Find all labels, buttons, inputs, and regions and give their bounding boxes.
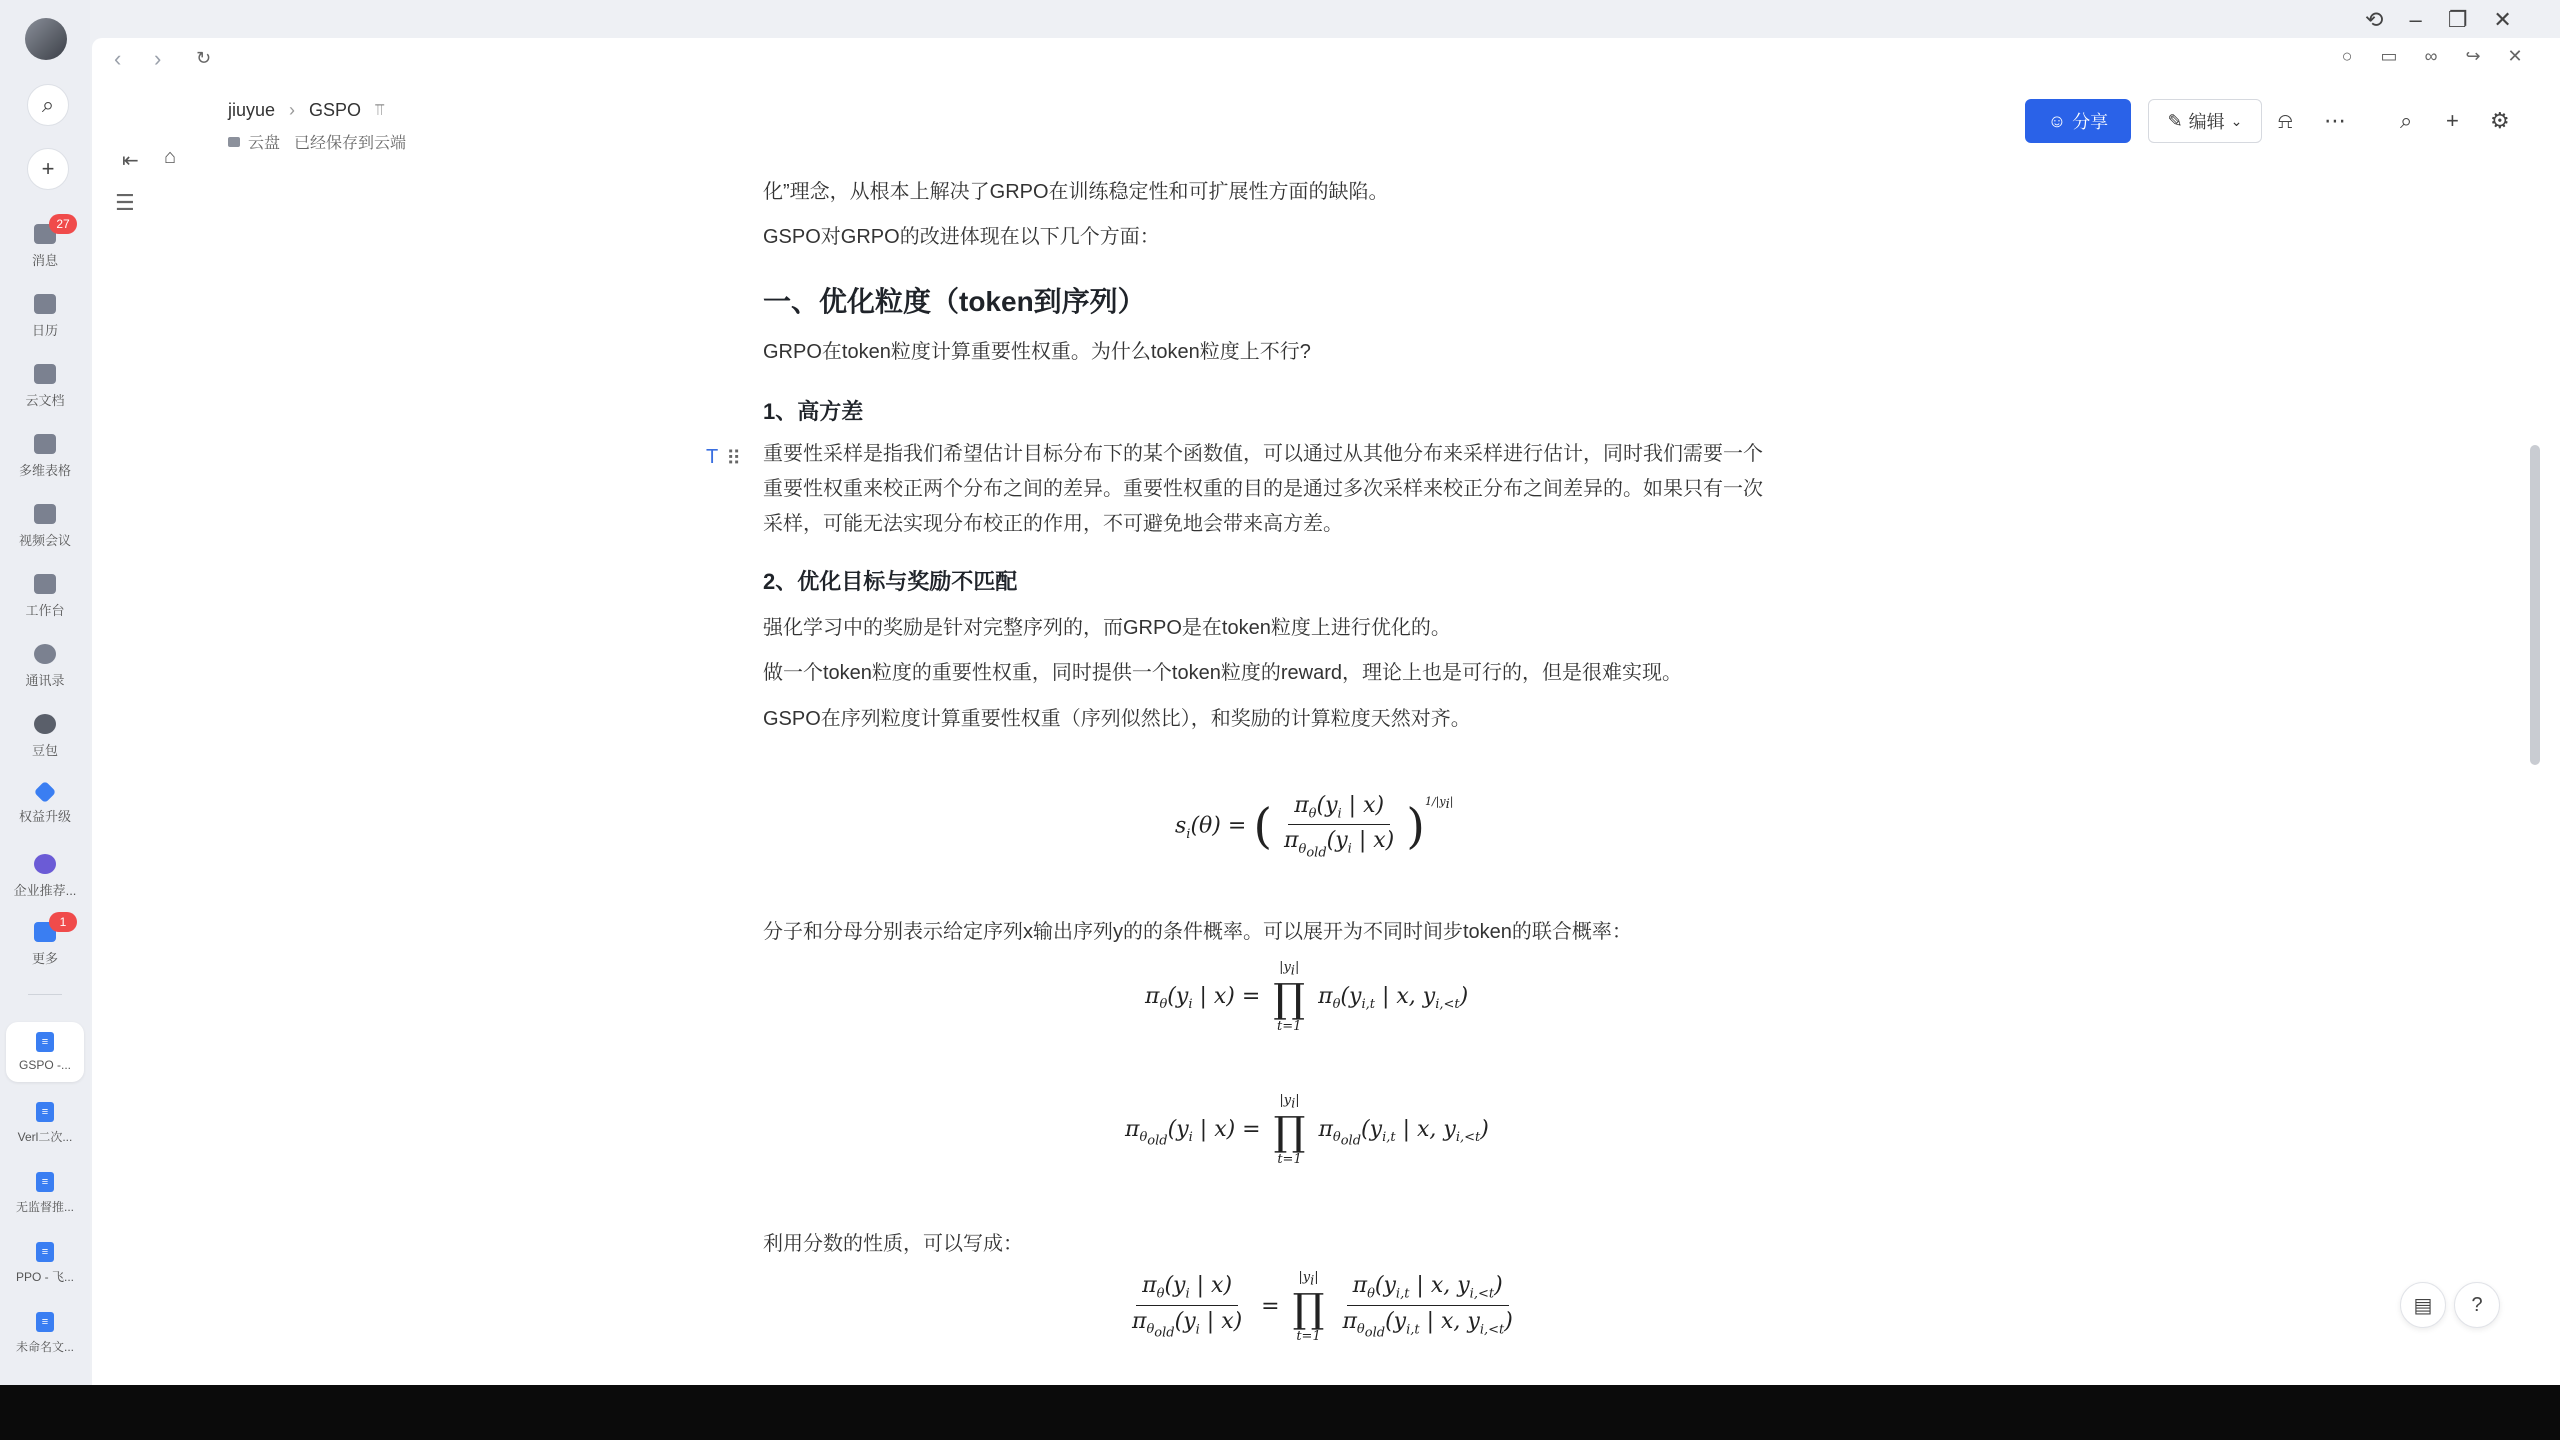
folder-icon (228, 137, 240, 147)
history-icon[interactable]: ⟲ (2365, 7, 2384, 32)
browser-nav-row (92, 38, 2560, 78)
doc-icon: ≡ (36, 1242, 54, 1262)
rail-item-meeting[interactable] (5, 500, 85, 560)
doc-meta (228, 130, 406, 153)
block-handle[interactable] (706, 446, 741, 471)
text-type-icon[interactable]: T (706, 446, 719, 468)
save-status: 已经保存到云端 (294, 135, 407, 152)
window-controls (2365, 4, 2512, 36)
rail-label: 视频会议 (18, 533, 71, 548)
minimize-icon[interactable]: – (2409, 7, 2422, 32)
recent-doc-unsupervised[interactable] (6, 1162, 84, 1222)
settings-icon[interactable]: ⚙ (2490, 108, 2510, 133)
rail-item-messages[interactable] (5, 217, 85, 280)
doc-info-button[interactable] (2400, 1282, 2446, 1328)
rail-label: 云文档 (25, 393, 65, 408)
doc-label: GSPO -... (18, 1058, 71, 1072)
rail-label: 通讯录 (25, 673, 65, 688)
paragraph: GSPO在序列粒度计算重要性权重（序列似然比），和奖励的计算粒度天然对齐。 (763, 708, 1471, 730)
rail-divider (28, 994, 62, 995)
edit-mode-button[interactable] (2148, 99, 2262, 143)
outline-icon[interactable]: ☰ (115, 190, 135, 215)
paragraph: GSPO对GRPO的改进体现在以下几个方面： (763, 226, 1160, 248)
share-label: 分享 (2072, 112, 2109, 132)
taskbar (0, 1385, 2560, 1440)
doc-icon: ≡ (36, 1172, 54, 1192)
rail-item-doubao[interactable] (5, 710, 85, 770)
paragraph: 做一个token粒度的重要性权重，同时提供一个token粒度的reward，理论上也是可行的，但是很难实现。 (763, 662, 1682, 684)
doc-icon: ≡ (36, 1102, 54, 1122)
doc-info-icon: ▤ (2413, 1294, 2433, 1317)
breadcrumb-root[interactable]: jiuyue (228, 100, 276, 120)
search-doc-icon[interactable]: ⌕ (2400, 108, 2413, 133)
recent-doc-ppo[interactable] (6, 1232, 84, 1292)
table-icon (34, 434, 56, 454)
user-add-icon: ☺ (2047, 110, 2067, 131)
doc-label: 未命名文... (15, 1340, 74, 1354)
paragraph: 分子和分母分别表示给定序列x输出序列y的的条件概率。可以展开为不同时间步token的联合概率： (763, 921, 1632, 943)
breadcrumb-current[interactable]: GSPO (309, 100, 362, 120)
help-icon: ? (2471, 1293, 2483, 1316)
doc-label: Verl二次... (17, 1130, 73, 1144)
paragraph: 利用分数的性质，可以写成： (763, 1233, 1023, 1255)
document-body (763, 165, 1863, 1380)
heading-2: 2、优化目标与奖励不匹配 (763, 569, 1018, 594)
doc-icon: ≡ (36, 1312, 54, 1332)
back-icon[interactable]: ‹ (114, 46, 122, 71)
calendar-icon (34, 294, 56, 314)
document-scrollbar[interactable] (2526, 170, 2544, 1370)
doubao-icon (34, 714, 56, 734)
rail-item-recommend[interactable] (5, 850, 85, 910)
plus-icon: + (41, 156, 55, 181)
heading-2: 1、高方差 (763, 399, 864, 424)
people-icon (34, 854, 56, 874)
add-icon[interactable]: + (2446, 108, 2459, 133)
sidebar-toggle-icon[interactable]: ⇤ (122, 150, 139, 172)
rail-label: 工作台 (25, 603, 65, 618)
doc-icon: ≡ (36, 1032, 54, 1052)
grid-icon (34, 574, 56, 594)
equation-joint-prob-new: $\pi_\theta(y_i$ | x) = $|y_i|$ ∏ t=1 $\pi_\theta(y_{i,t}$ | x, $y_{i,<t}$) (1145, 960, 1469, 1034)
more-icon[interactable]: ⋯ (2324, 108, 2346, 133)
doc-label: PPO - 飞... (15, 1270, 74, 1284)
create-button[interactable] (27, 148, 69, 190)
rail-label: 多维表格 (18, 463, 71, 478)
recent-doc-gspo[interactable] (6, 1022, 84, 1082)
doc-label: 无监督推... (15, 1200, 74, 1214)
rail-item-calendar[interactable] (5, 290, 85, 350)
pencil-icon: ✎ (2167, 110, 2183, 131)
rail-item-docs[interactable] (5, 360, 85, 420)
search-icon: ⌕ (41, 92, 55, 117)
forward-share-icon[interactable]: ↪ (2465, 45, 2481, 66)
rail-label: 权益升级 (18, 809, 71, 824)
rail-item-workplace[interactable] (5, 570, 85, 630)
help-button[interactable] (2454, 1282, 2500, 1328)
rail-item-more[interactable] (5, 915, 85, 978)
chevron-right-icon: › (289, 100, 296, 120)
paragraph: 重要性采样是指我们希望估计目标分布下的某个函数值，可以通过从其他分布来采样进行估计，同时我们需要一个 (763, 443, 1763, 465)
recent-doc-untitled[interactable] (6, 1302, 84, 1362)
home-icon[interactable]: ⌂ (164, 146, 177, 168)
search-button[interactable] (27, 84, 69, 126)
equation-ratio-product: $\frac{\pi_\theta(y_i | x)}{\pi_{\theta_{old}}(y_i | x)}$ = $|y_i|$ ∏ t=1 $\frac{\pi_\theta(y_{i,t} | x, y_{i,<t})}{\pi_{\theta_{old}}(y_{i,t} | x, y_{i,<t})}$ (1132, 1270, 1513, 1344)
breadcrumb (228, 100, 384, 121)
contacts-icon (34, 644, 56, 664)
window-icon[interactable]: ▭ (2380, 45, 2398, 66)
bell-icon[interactable]: ⍾ (2278, 108, 2293, 133)
equation-sequence-ratio: $s_i(\theta)$ = ( $\frac{\pi_\theta(y_i | x)}{\pi_{\theta_{old}}(y_i | x)}$ )$^{1/|y_i|}$ (1175, 793, 1454, 861)
left-rail (0, 0, 90, 1385)
restore-icon[interactable]: ❐ (2447, 7, 2468, 32)
link-icon[interactable]: ∞ (2424, 45, 2438, 66)
scrollbar-thumb[interactable] (2530, 445, 2540, 765)
forward-icon[interactable]: › (154, 46, 162, 71)
equation-joint-prob-old: $\pi_{\theta_{old}}(y_i$ | x) = $|y_i|$ ∏ t=1 $\pi_{\theta_{old}}(y_{i,t}$ | x, $y_{i,<t}$) (1125, 1093, 1489, 1167)
doc-location[interactable]: 云盘 (248, 135, 281, 152)
rail-label: 更多 (31, 951, 58, 966)
rail-item-base[interactable] (5, 430, 85, 490)
heading-1: 一、优化粒度（token到序列） (763, 286, 1146, 317)
rail-label: 企业推荐... (13, 883, 77, 898)
messages-badge: 27 (49, 214, 77, 234)
video-icon (34, 504, 56, 524)
user-avatar[interactable] (25, 18, 67, 60)
share-button[interactable] (2025, 99, 2131, 143)
pin-icon[interactable]: ⫪ (375, 101, 385, 119)
paragraph: GRPO在token粒度计算重要性权重。为什么token粒度上不行? (763, 341, 1311, 363)
refresh-icon[interactable]: ↻ (196, 48, 212, 68)
tab-close-icon[interactable]: ✕ (2507, 45, 2523, 66)
drag-handle-icon[interactable]: ⠿ (726, 448, 741, 470)
paragraph: 强化学习中的奖励是针对完整序列的，而GRPO是在token粒度上进行优化的。 (763, 617, 1451, 639)
rail-label: 豆包 (31, 743, 58, 758)
more-badge: 1 (49, 912, 77, 932)
paragraph: 采样，可能无法实现分布校正的作用，不可避免地会带来高方差。 (763, 513, 1343, 535)
rail-label: 日历 (31, 323, 58, 338)
rail-item-contacts[interactable] (5, 640, 85, 700)
diamond-icon (34, 781, 57, 804)
rail-item-upgrade[interactable] (5, 780, 85, 840)
comment-icon[interactable]: ○ (2341, 45, 2353, 66)
rail-label: 消息 (31, 253, 58, 268)
edit-label: 编辑 (2188, 112, 2225, 132)
recent-doc-verl[interactable] (6, 1092, 84, 1152)
docs-icon (34, 364, 56, 384)
chevron-down-icon: ⌄ (2230, 112, 2243, 129)
paragraph: 化”理念，从根本上解决了GRPO在训练稳定性和可扩展性方面的缺陷。 (763, 181, 1389, 203)
paragraph: 重要性权重来校正两个分布之间的差异。重要性权重的目的是通过多次采样来校正分布之间差异的。如果只有一次 (763, 478, 1763, 500)
close-icon[interactable]: ✕ (2493, 7, 2512, 32)
